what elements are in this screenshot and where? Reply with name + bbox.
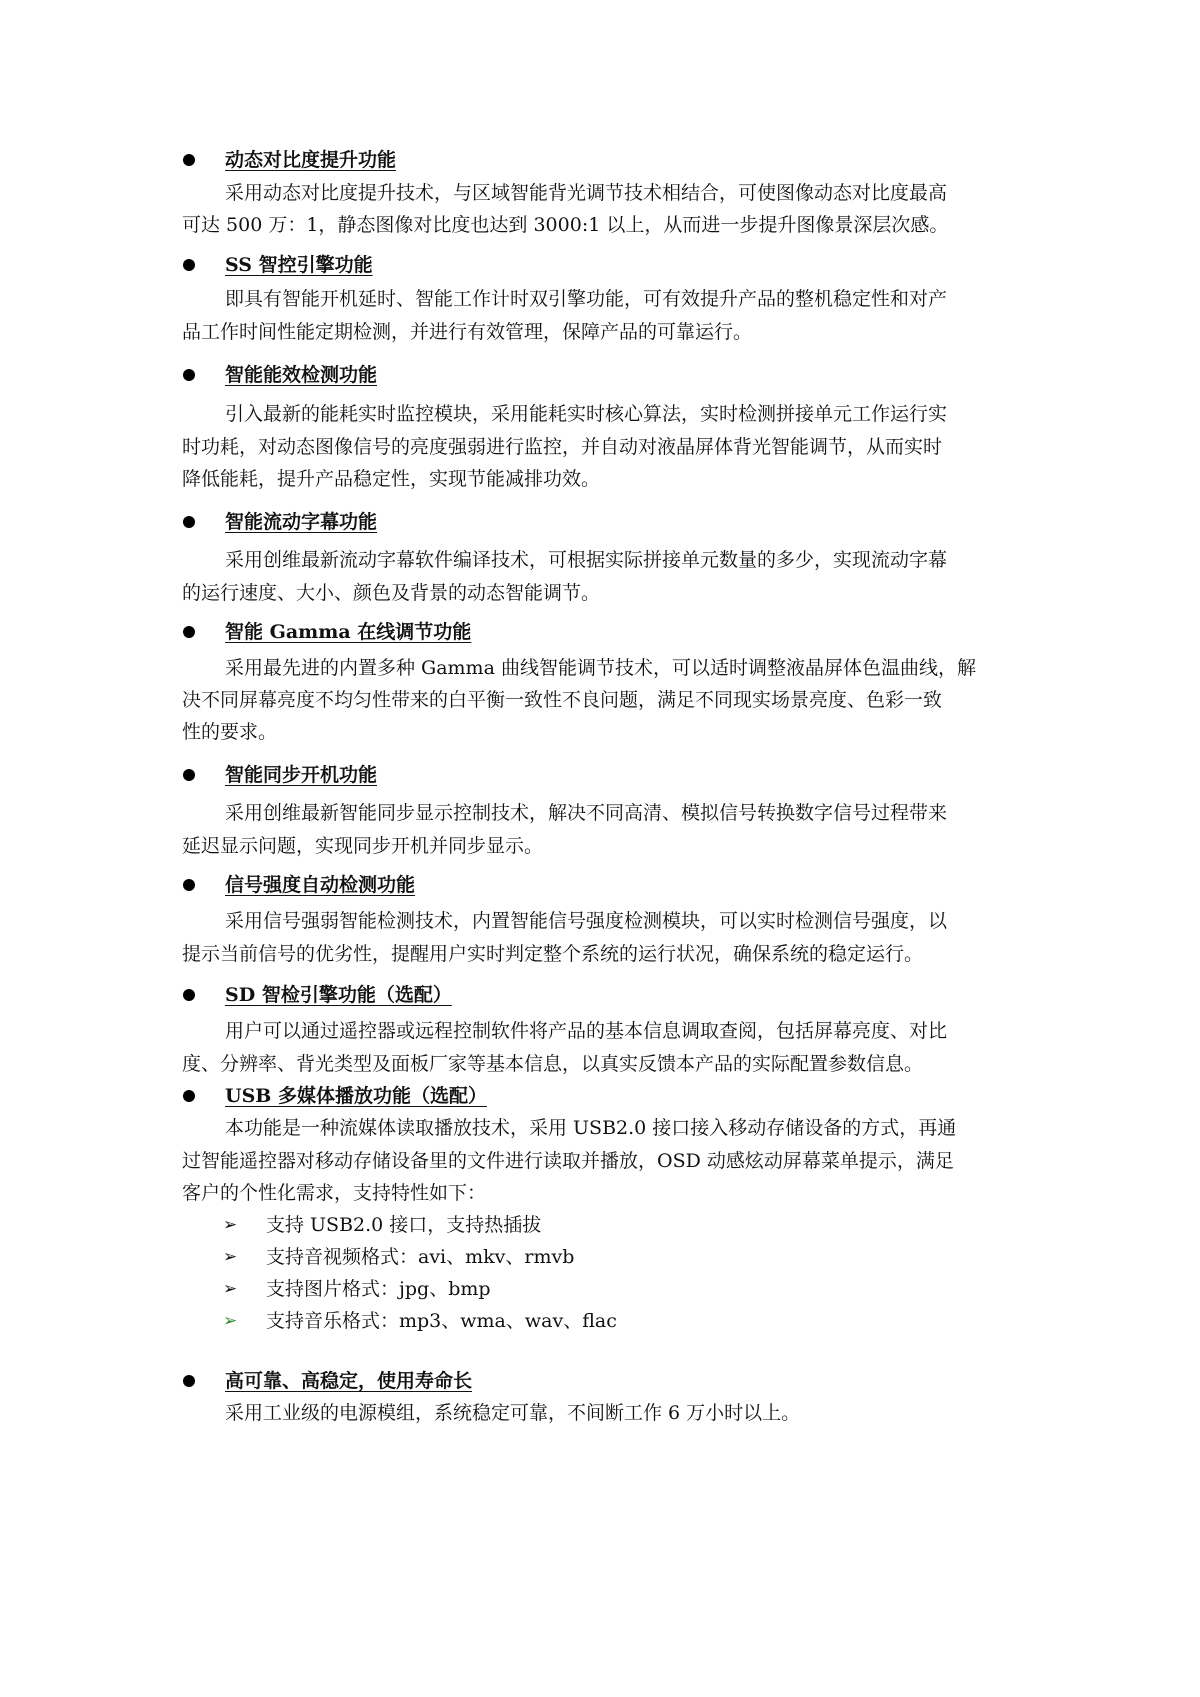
section-heading: USB 多媒体播放功能（选配） [225, 1085, 487, 1107]
bullet-dot [183, 259, 195, 271]
section-heading: 智能 Gamma 在线调节功能 [225, 621, 472, 643]
paragraph-line: 本功能是一种流媒体读取播放技术，采用 USB2.0 接口接入移动存储设备的方式，再通 [225, 1117, 957, 1139]
paragraph-line: 品工作时间性能定期检测，并进行有效管理，保障产品的可靠运行。 [182, 321, 753, 343]
feature-item: 支持图片格式：jpg、bmp [266, 1278, 491, 1300]
section-heading: 高可靠、高稳定，使用寿命长 [225, 1370, 473, 1392]
section-heading: 信号强度自动检测功能 [225, 874, 416, 896]
feature-item: 支持音乐格式：mp3、wma、wav、flac [266, 1310, 617, 1332]
paragraph-line: 引入最新的能耗实时监控模块，采用能耗实时核心算法，实时检测拼接单元工作运行实 [225, 403, 948, 425]
paragraph-line: 可达 500 万：1，静态图像对比度也达到 3000:1 以上，从而进一步提升图像景深层次感。 [182, 214, 949, 236]
paragraph-line: 采用最先进的内置多种 Gamma 曲线智能调节技术，可以适时调整液晶屏体色温曲线，解 [225, 657, 976, 679]
paragraph-line: 决不同屏幕亮度不均匀性带来的白平衡一致性不良问题，满足不同现实场景亮度、色彩一致 [182, 689, 943, 711]
feature-item: 支持 USB2.0 接口，支持热插拔 [266, 1214, 542, 1236]
section-heading: SD 智检引擎功能（选配） [225, 984, 452, 1006]
section-heading: 智能同步开机功能 [225, 764, 378, 786]
feature-item: 支持音视频格式：avi、mkv、rmvb [266, 1246, 575, 1268]
bullet-dot [183, 154, 195, 166]
bullet-dot [183, 1375, 195, 1387]
paragraph-line: 采用动态对比度提升技术，与区域智能背光调节技术相结合，可使图像动态对比度最高 [225, 182, 948, 204]
paragraph-line: 用户可以通过遥控器或远程控制软件将产品的基本信息调取查阅，包括屏幕亮度、对比 [225, 1020, 948, 1042]
section-heading: SS 智控引擎功能 [225, 254, 373, 276]
paragraph-line: 降低能耗，提升产品稳定性，实现节能减排功效。 [182, 468, 601, 490]
section-heading: 智能流动字幕功能 [225, 511, 378, 533]
arrow-bullet-icon: ➢ [223, 1311, 238, 1331]
paragraph-line: 客户的个性化需求，支持特性如下： [182, 1182, 487, 1204]
bullet-dot [183, 516, 195, 528]
arrow-bullet-icon: ➢ [223, 1215, 238, 1235]
paragraph-line: 提示当前信号的优劣性，提醒用户实时判定整个系统的运行状况，确保系统的稳定运行。 [182, 943, 924, 965]
bullet-dot [183, 879, 195, 891]
bullet-dot [183, 769, 195, 781]
paragraph-line: 过智能遥控器对移动存储设备里的文件进行读取并播放，OSD 动感炫动屏幕菜单提示，满足 [182, 1150, 954, 1172]
paragraph-line: 性的要求。 [182, 721, 278, 743]
arrow-bullet-icon: ➢ [223, 1279, 238, 1299]
paragraph-line: 延迟显示问题，实现同步开机并同步显示。 [182, 835, 544, 857]
paragraph-line: 采用创维最新智能同步显示控制技术，解决不同高清、模拟信号转换数字信号过程带来 [225, 802, 948, 824]
arrow-bullet-icon: ➢ [223, 1247, 238, 1267]
bullet-dot [183, 989, 195, 1001]
paragraph-line: 采用工业级的电源模组，系统稳定可靠，不间断工作 6 万小时以上。 [225, 1402, 801, 1424]
paragraph-line: 即具有智能开机延时、智能工作计时双引擎功能，可有效提升产品的整机稳定性和对产 [225, 288, 948, 310]
section-heading: 动态对比度提升功能 [225, 149, 397, 171]
paragraph-line: 度、分辨率、背光类型及面板厂家等基本信息，以真实反馈本产品的实际配置参数信息。 [182, 1053, 924, 1075]
bullet-dot [183, 626, 195, 638]
paragraph-line: 采用创维最新流动字幕软件编译技术，可根据实际拼接单元数量的多少，实现流动字幕 [225, 549, 948, 571]
bullet-dot [183, 369, 195, 381]
section-heading: 智能能效检测功能 [225, 364, 378, 386]
paragraph-line: 的运行速度、大小、颜色及背景的动态智能调节。 [182, 582, 601, 604]
bullet-dot [183, 1090, 195, 1102]
paragraph-line: 时功耗，对动态图像信号的亮度强弱进行监控，并自动对液晶屏体背光智能调节，从而实时 [182, 436, 943, 458]
paragraph-line: 采用信号强弱智能检测技术，内置智能信号强度检测模块，可以实时检测信号强度，以 [225, 910, 948, 932]
